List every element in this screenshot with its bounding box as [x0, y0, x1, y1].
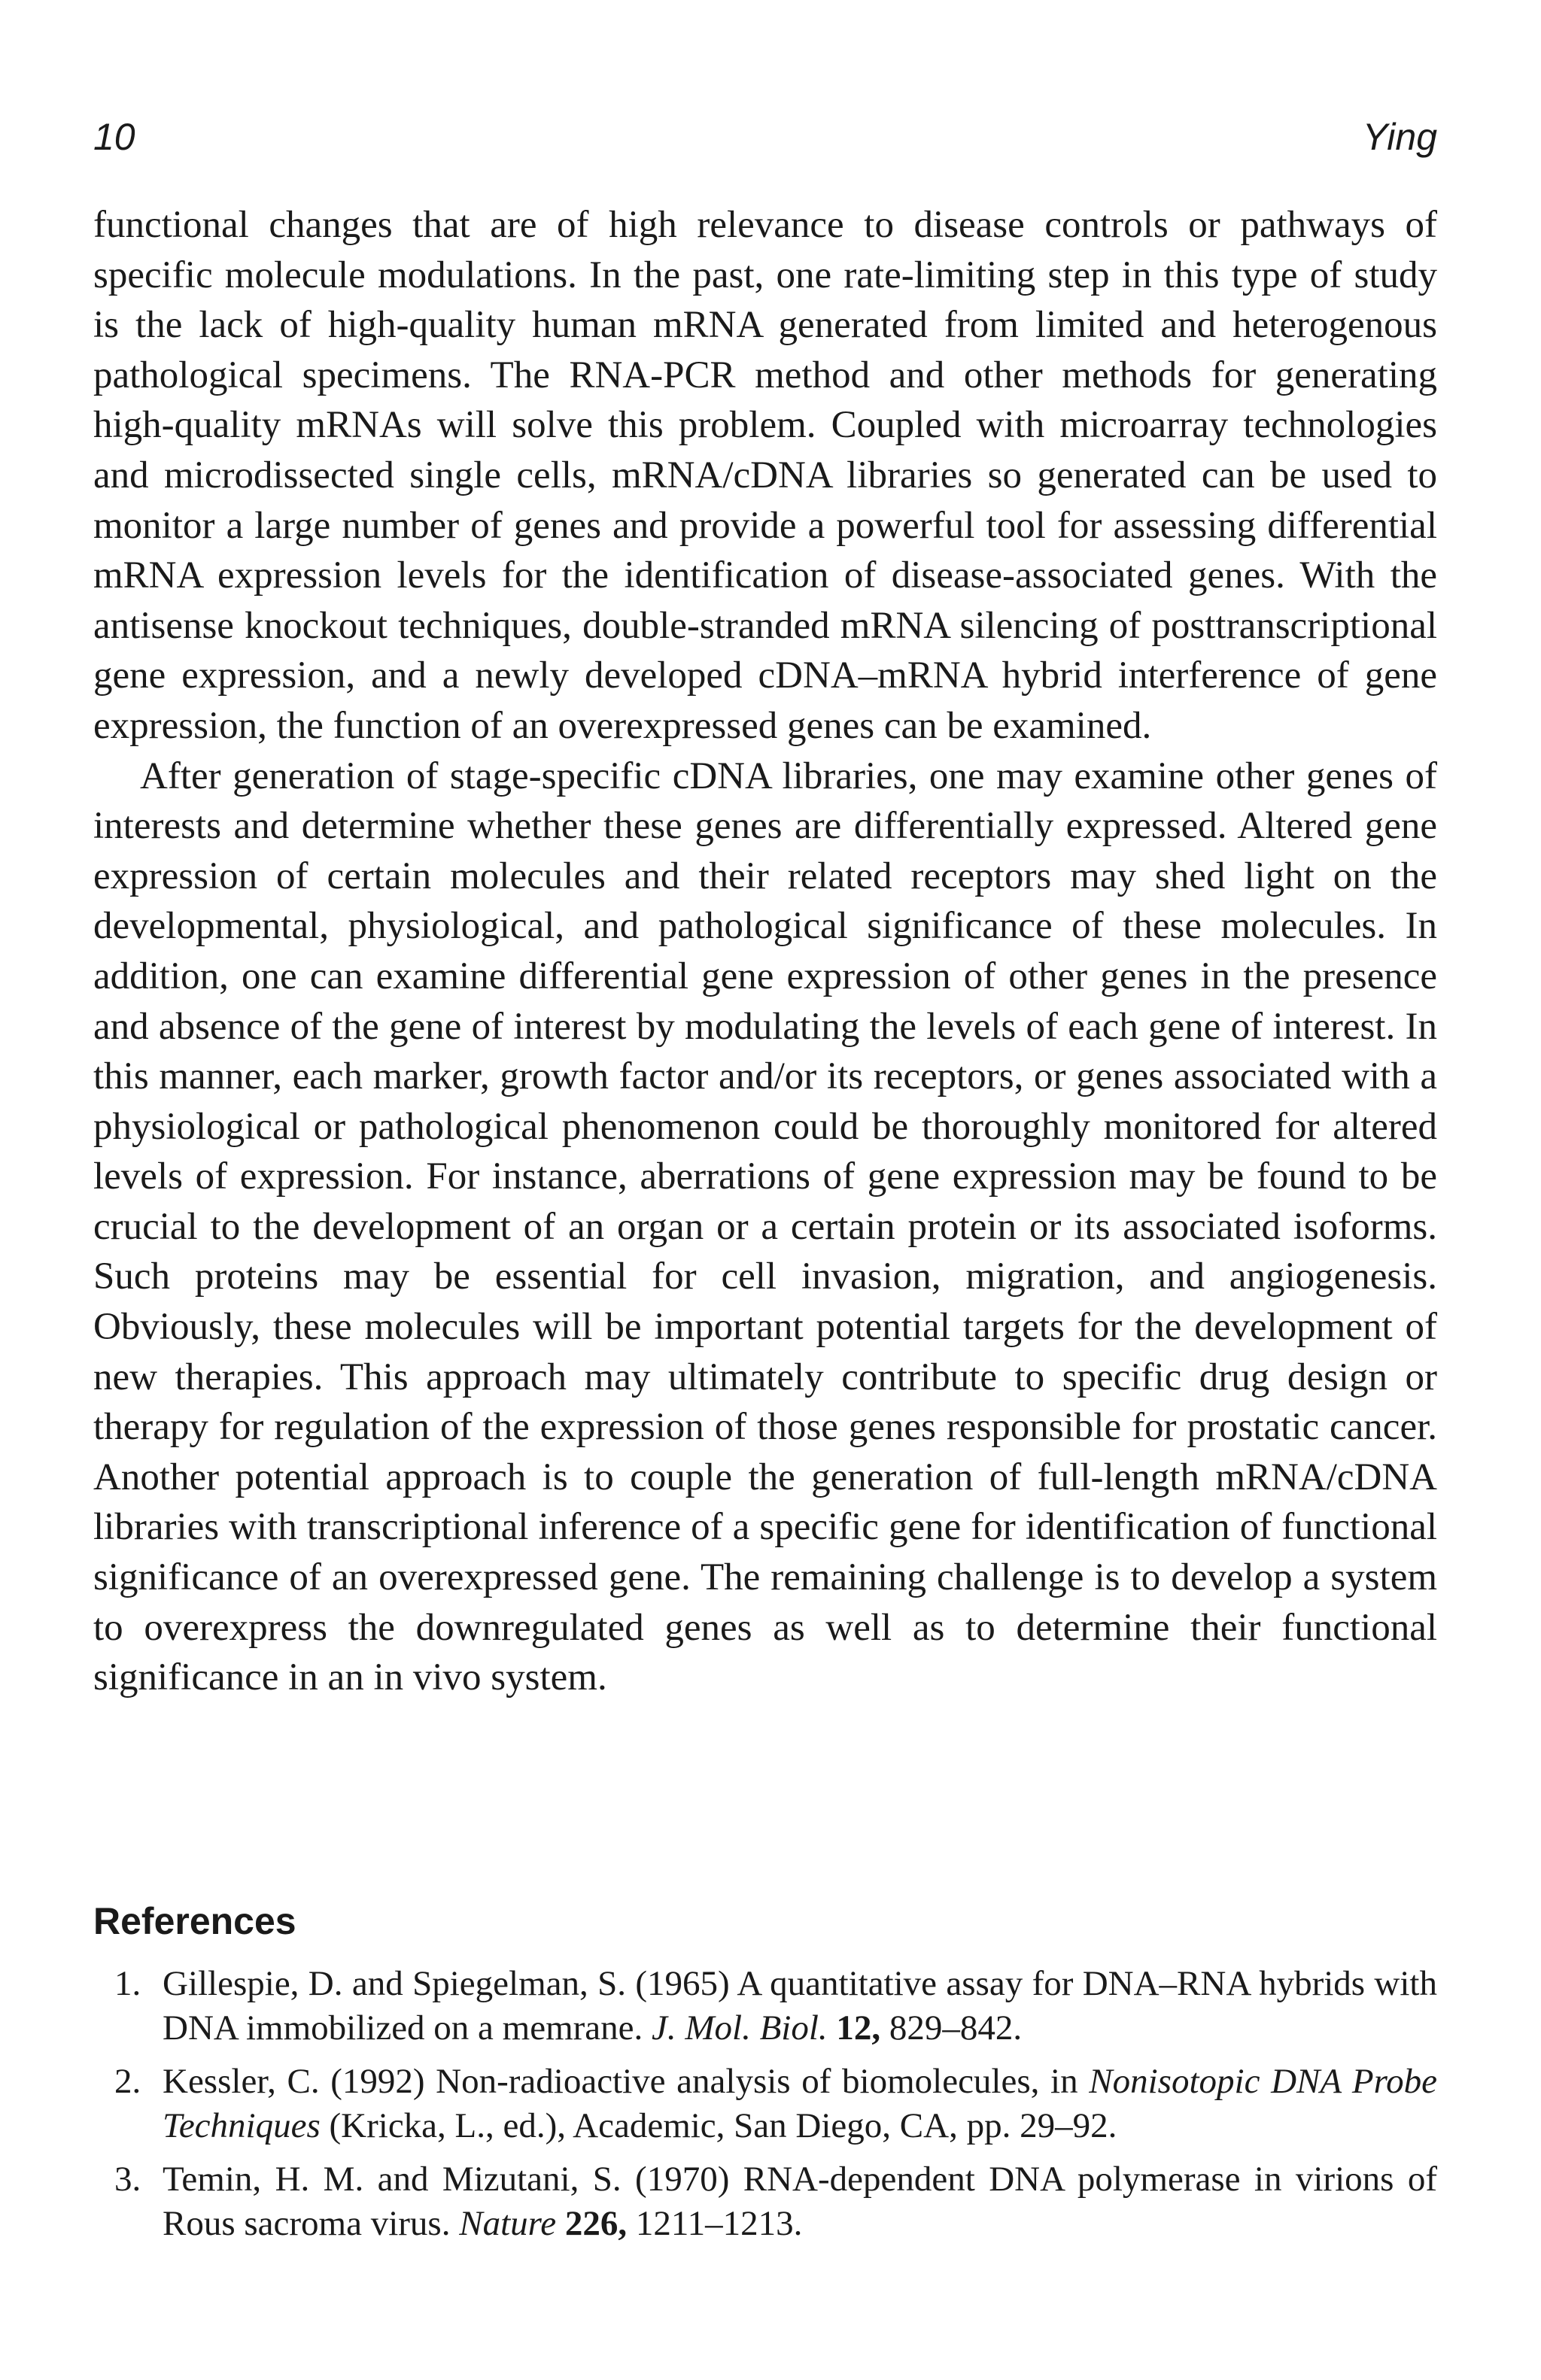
paragraph: After generation of stage-specific cDNA libraries, one may examine other genes of interests and determine whether these genes are differentially expressed. Altered gene expression of certain molecules and their related receptors may shed light on the developmental, physiological, and pathological significance of these molecules. In addition, one can examine differential gene expression of other genes in the presence and absence of the gene of interest by modulating the levels of each gene of interest. In this manner, each marker, growth factor and/or its receptors, or genes associated with a physiological or pathological phenomenon could be thoroughly monitored for altered levels of expression. For instance, aberrations of gene expression may be found to be crucial to the development of an organ or a certain protein or its associated isoforms. Such proteins may be essential for cell invasion, migration, and angiogenesis. Obviously, these molecules will be important potential targets for the development of new therapies. This approach may ultimately contribute to specific drug design or therapy for regulation of the expression of those genes responsible for prostatic cancer. Another potential approach is to couple the generation of full-length mRNA/cDNA libraries with transcriptional inference of a specific gene for identification of functional significance of an overexpressed gene. The remaining challenge is to develop a system to overexpress the downregulated genes as well as to determine their functional significance in an in vivo system.	[93, 754, 1437, 1699]
reference-item	[93, 2060, 1437, 2148]
reference-pages: 829–842.	[880, 2008, 1023, 2048]
reference-number: 3.	[114, 2160, 141, 2199]
reference-number: 2.	[114, 2062, 141, 2101]
reference-authors-title: Kessler, C. (1992) Non-radioactive analysis of biomolecules, in	[163, 2062, 1090, 2101]
reference-journal: J. Mol. Biol.	[652, 2008, 828, 2048]
reference-volume: 12,	[836, 2008, 881, 2048]
reference-pages: 1211–1213.	[627, 2204, 803, 2243]
reference-space	[556, 2204, 565, 2243]
body-text	[93, 200, 1437, 1703]
reference-journal: Nature	[459, 2204, 557, 2243]
reference-item	[93, 1962, 1437, 2051]
reference-authors-title: Gillespie, D. and Spiegelman, S. (1965) A quantitative assay for DNA–RNA hybrids with DNA immobilized on a memrane.	[163, 1964, 1437, 2048]
reference-item	[93, 2157, 1437, 2246]
reference-number: 1.	[114, 1964, 141, 2003]
reference-space	[828, 2008, 837, 2048]
references-heading: References	[93, 1900, 296, 1942]
reference-book-title: Nonisotopic DNA Probe Techniques	[163, 2062, 1437, 2145]
reference-volume: 226,	[564, 2204, 628, 2243]
references-list	[93, 1962, 1437, 2255]
page-number: 10	[93, 116, 135, 158]
reference-publisher: (Kricka, L., ed.), Academic, San Diego, CA, pp. 29–92.	[320, 2106, 1117, 2145]
reference-authors-title: Temin, H. M. and Mizutani, S. (1970) RNA-dependent DNA polymerase in virions of Rous sacroma virus.	[163, 2160, 1437, 2243]
paragraph-continued: functional changes that are of high relevance to disease controls or pathways of specific molecule modulations. In the past, one rate-limiting step in this type of study is the lack of high-quality human mRNA generated from limited and heterogenous pathological specimens. The RNA-PCR method and other methods for generating high-quality mRNAs will solve this problem. Coupled with microarray technologies and microdissected single cells, mRNA/cDNA libraries so generated can be used to monitor a large number of genes and provide a powerful tool for assessing differential mRNA expression levels for the identification of disease-associated genes. With the antisense knockout techniques, double-stranded mRNA silencing of posttranscriptional gene expression, and a newly developed cDNA–mRNA hybrid interference of gene expression, the function of an overexpressed genes can be examined.	[93, 204, 1437, 747]
running-head-author: Ying	[1362, 116, 1437, 158]
running-head	[93, 113, 1437, 161]
